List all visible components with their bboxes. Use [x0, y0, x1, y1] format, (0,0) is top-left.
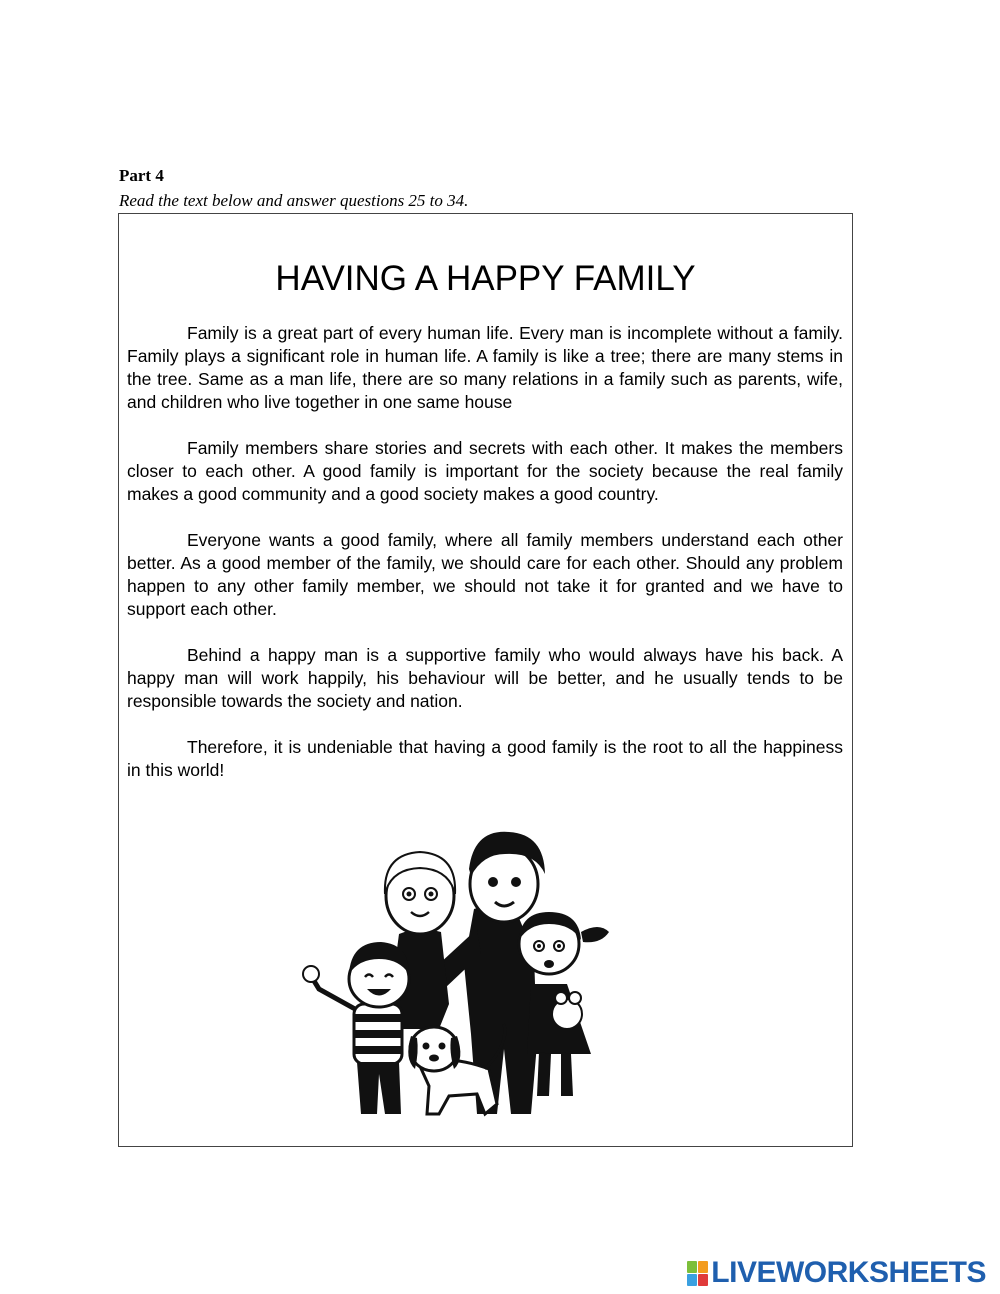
- paragraph-5: Therefore, it is undeniable that having a good family is the root to all the happiness in this world!: [127, 737, 843, 780]
- part-heading: Part 4: [119, 166, 164, 185]
- paragraph-4: Behind a happy man is a supportive family who would always have his back. A happy man will work happily, his behaviour will be better, and he usually tends to be responsible towards the society and nation.: [127, 645, 843, 711]
- family-illustration-icon: [299, 814, 679, 1129]
- paragraph-3: Everyone wants a good family, where all family members understand each other better. As a good member of the family, we should care for each other. Should any problem happen to any other family member, we should not take it for granted and we have to support each other.: [127, 530, 843, 619]
- article-body: [127, 322, 843, 805]
- article-title: HAVING A HAPPY FAMILY: [275, 259, 696, 298]
- reading-text-box: [118, 213, 853, 1147]
- instruction-text: Read the text below and answer questions 25 to 34.: [119, 191, 469, 210]
- logo-text: LIVEWORKSHEETS: [711, 1256, 986, 1289]
- paragraph-1: Family is a great part of every human life. Every man is incomplete without a family. Family plays a significant role in human life. A family is like a tree; there are many stems in the tree. Same as a man life, there are so many relations in a family such as parents, wife, and children who live together in one same house: [127, 323, 843, 412]
- liveworksheets-logo: [687, 1256, 986, 1290]
- paragraph-2: Family members share stories and secrets with each other. It makes the members closer to each other. A good family is important for the society because the real family makes a good community and a good society makes a good country.: [127, 438, 843, 504]
- logo-squares-icon: [687, 1261, 708, 1286]
